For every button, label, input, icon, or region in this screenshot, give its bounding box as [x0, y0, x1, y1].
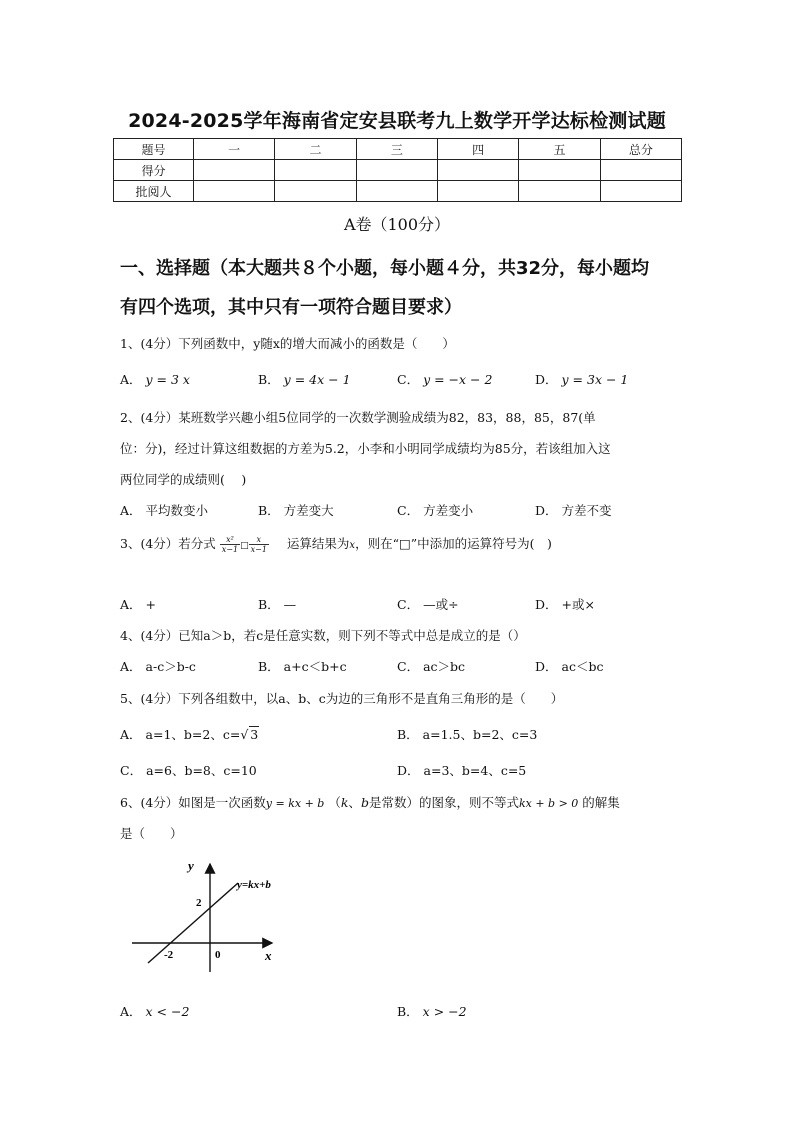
origin-label: 0: [215, 949, 221, 961]
option-text: +或×: [561, 597, 595, 612]
option-text: 方差不变: [561, 503, 612, 518]
section-heading-line1: 一、选择题（本大题共８个小题，每小题４分，共32分，每小题均: [120, 258, 650, 279]
question-5-option-c: [120, 761, 257, 779]
fraction-numerator: x: [249, 535, 269, 545]
fraction: [249, 535, 269, 554]
stem-formula: y = kx + b: [265, 797, 325, 810]
option-letter: C．: [397, 597, 420, 612]
question-2-stem-line3: 两位同学的成绩则( ): [120, 472, 247, 487]
option-letter: D．: [535, 659, 558, 674]
option-letter: D．: [397, 763, 420, 778]
fraction-denominator: x−1: [250, 545, 267, 554]
stem-text: 的解集: [582, 795, 620, 810]
question-4-stem: 4、(4分）已知a＞b，若c是任意实数，则下列不等式中总是成立的是（）: [120, 628, 526, 643]
question-6-stem-line2: 是（ ）: [120, 826, 183, 841]
question-6-option-a: [120, 1002, 189, 1020]
question-5-option-a: [120, 725, 259, 743]
operator-box: □: [240, 541, 249, 551]
function-line: [148, 883, 238, 963]
table-cell: [600, 160, 681, 181]
table-header-cell: 一: [194, 139, 275, 160]
linear-function-graph: [120, 850, 300, 975]
table-row: [114, 160, 682, 181]
stem-variable: k: [340, 795, 349, 810]
question-1-option-d: [535, 370, 628, 388]
option-text: y = 3 x: [145, 372, 190, 387]
question-3-option-d: [535, 595, 595, 613]
option-letter: A．: [120, 503, 142, 518]
table-row-label: 得分: [114, 160, 194, 181]
question-4-option-b: [258, 657, 347, 675]
question-1-option-b: [258, 370, 351, 388]
question-1-option-a: [120, 370, 190, 388]
table-cell: [600, 181, 681, 202]
table-cell: [356, 181, 437, 202]
option-letter: A．: [120, 1004, 142, 1019]
option-letter: C．: [397, 372, 420, 387]
stem-text: 3、(4分）若分式: [120, 536, 216, 551]
option-text: a+c＜b+c: [283, 659, 347, 674]
table-cell: [194, 181, 275, 202]
option-text: +: [145, 597, 156, 612]
option-text: y = 3x − 1: [561, 372, 629, 387]
question-1-option-c: [397, 370, 492, 388]
line-label: y=kx+b: [237, 879, 271, 891]
option-letter: A．: [120, 659, 142, 674]
stem-text: 6、(4分）如图是一次函数: [120, 795, 266, 810]
option-text: x < −2: [145, 1004, 190, 1019]
x-intercept-label: -2: [164, 949, 174, 961]
stem-text: 、: [348, 795, 361, 810]
option-letter: D．: [535, 503, 558, 518]
table-cell: [275, 160, 356, 181]
option-letter: A．: [120, 597, 142, 612]
option-letter: B．: [258, 597, 280, 612]
option-text: a=1.5、b=2、c=3: [422, 727, 538, 742]
option-letter: C．: [397, 503, 420, 518]
score-table: [113, 138, 682, 202]
table-cell: [519, 160, 600, 181]
table-cell: [275, 181, 356, 202]
table-header-cell: 题号: [114, 139, 194, 160]
fraction: [220, 535, 240, 554]
question-5-stem: 5、(4分）下列各组数中，以a、b、c为边的三角形不是直角三角形的是（ ）: [120, 691, 564, 706]
option-letter: A．: [120, 372, 142, 387]
fraction-denominator: x−1: [221, 545, 239, 554]
x-axis-label: x: [265, 948, 272, 963]
stem-variable: x: [349, 540, 356, 551]
question-5-option-b: [397, 725, 537, 743]
table-row: [114, 139, 682, 160]
question-3-option-a: [120, 595, 156, 613]
table-header-cell: 五: [519, 139, 600, 160]
option-letter: B．: [397, 727, 419, 742]
option-text: —: [283, 597, 297, 612]
option-letter: D．: [535, 597, 558, 612]
option-text: 方差变大: [283, 503, 334, 518]
option-text: —或÷: [423, 597, 459, 612]
stem-text: 是常数）的图象，则不等式: [368, 795, 519, 810]
question-5-option-d: [397, 761, 526, 779]
option-letter: C．: [120, 763, 143, 778]
question-2-stem-line1: 2、(4分）某班数学兴趣小组5位同学的一次数学测验成绩为82，83，88，85，87(单: [120, 410, 596, 425]
page-title: 2024-2025学年海南省定安县联考九上数学开学达标检测试题: [128, 110, 666, 132]
option-letter: B．: [258, 503, 280, 518]
option-text: ac＞bc: [423, 659, 466, 674]
option-text: x > −2: [422, 1004, 467, 1019]
sqrt-icon: √: [240, 727, 249, 742]
stem-text: ，则在“□”中添加的运算符号为( ): [355, 536, 552, 551]
option-text: a=6、b=8、c=10: [146, 763, 257, 778]
option-text: 方差变小: [423, 503, 474, 518]
table-cell: [437, 160, 518, 181]
table-header-cell: 三: [356, 139, 437, 160]
question-4-option-d: [535, 657, 603, 675]
stem-formula: kx + b > 0: [518, 797, 579, 810]
question-3-option-b: [258, 595, 296, 613]
table-cell: [519, 181, 600, 202]
y-intercept-label: 2: [196, 897, 202, 909]
question-3-option-c: [397, 595, 459, 613]
table-header-cell: 二: [275, 139, 356, 160]
option-text: ac＜bc: [561, 659, 604, 674]
option-letter: A．: [120, 727, 142, 742]
option-text: y = 4x − 1: [283, 372, 351, 387]
table-header-cell: 总分: [600, 139, 681, 160]
option-text: a=1、b=2、c=: [145, 727, 241, 742]
option-letter: B．: [258, 659, 280, 674]
table-cell: [356, 160, 437, 181]
section-heading-line2: 有四个选项，其中只有一项符合题目要求）: [120, 297, 462, 318]
question-3-stem: [120, 534, 552, 554]
question-6-stem-line1: [120, 793, 620, 811]
option-text: y = −x − 2: [423, 372, 493, 387]
question-6-option-b: [397, 1002, 467, 1020]
option-text: 平均数变小: [145, 503, 209, 518]
option-letter: B．: [397, 1004, 419, 1019]
option-letter: D．: [535, 372, 558, 387]
table-header-cell: 四: [437, 139, 518, 160]
stem-text: （: [328, 795, 341, 810]
option-letter: B．: [258, 372, 280, 387]
question-2-stem-line2: 位：分)，经过计算这组数据的方差为5.2，小李和小明同学成绩均为85分，若该组加入这: [120, 441, 611, 456]
question-2-option-b: [258, 501, 334, 519]
table-row-label: 批阅人: [114, 181, 194, 202]
stem-text: 运算结果为: [286, 536, 350, 551]
table-cell: [194, 160, 275, 181]
section-subtitle: A卷（100分）: [343, 215, 451, 234]
question-2-option-a: [120, 501, 208, 519]
option-letter: C．: [397, 659, 420, 674]
question-4-option-c: [397, 657, 465, 675]
fraction-numerator: x²: [220, 535, 240, 545]
table-cell: [437, 181, 518, 202]
y-axis-label: y: [188, 858, 194, 873]
question-1-stem: 1、(4分）下列函数中，y随x的增大而减小的函数是（ ）: [120, 336, 455, 351]
sqrt-radicand: 3: [250, 727, 259, 742]
question-2-option-d: [535, 501, 612, 519]
option-text: a-c＞b-c: [145, 659, 196, 674]
question-2-option-c: [397, 501, 473, 519]
table-row: [114, 181, 682, 202]
stem-variable: b: [360, 795, 369, 810]
question-4-option-a: [120, 657, 196, 675]
option-text: a=3、b=4、c=5: [423, 763, 527, 778]
